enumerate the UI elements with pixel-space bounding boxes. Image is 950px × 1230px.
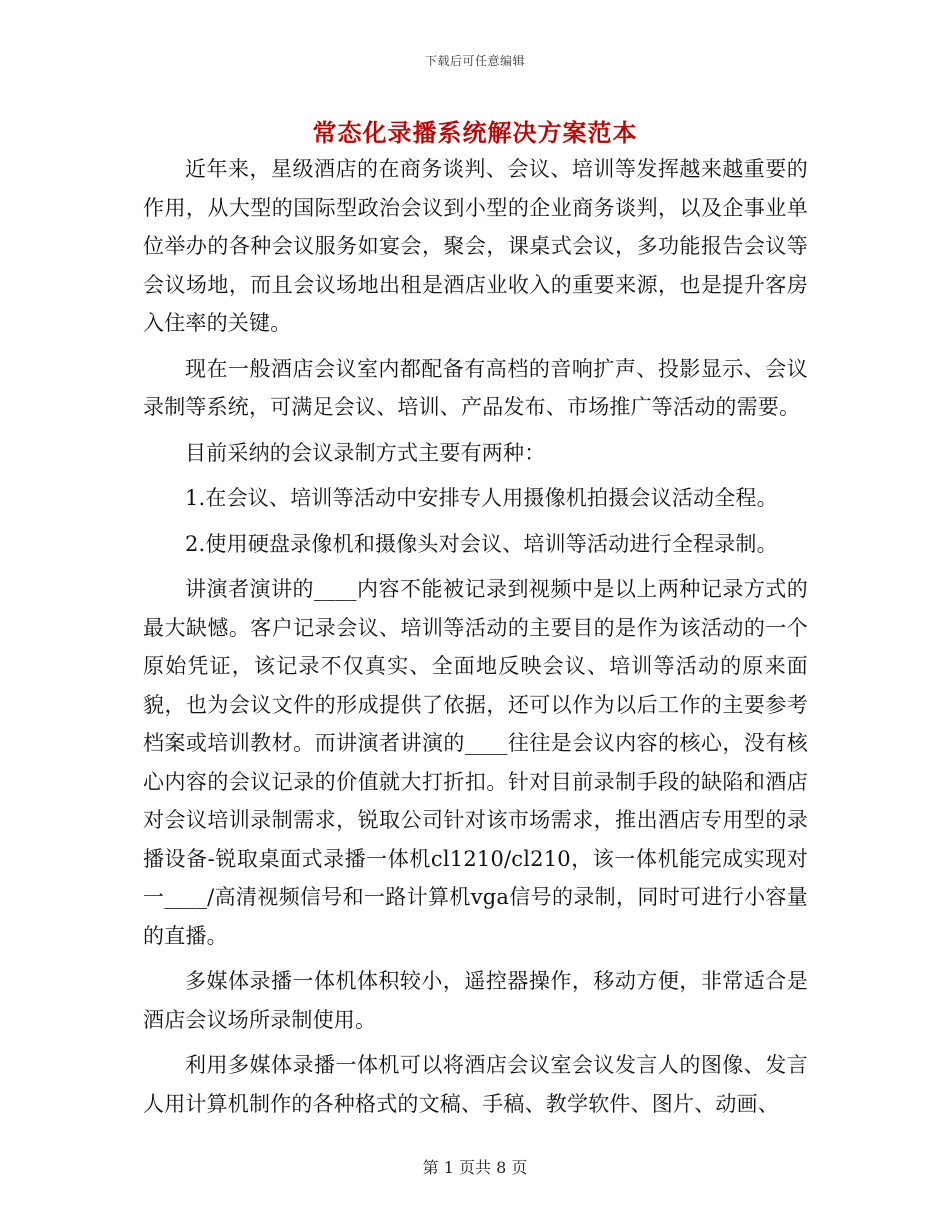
document-title: 常态化录播系统解决方案范本 (312, 118, 638, 147)
paragraph: 多媒体录播一体机体积较小，遥控器操作，移动方便，非常适合是酒店会议场所录制使用。 (143, 969, 808, 1032)
document-body (143, 150, 808, 1123)
page-header: 下载后可任意编辑 (424, 54, 525, 68)
page-footer: 第 1 页共 8 页 (422, 1158, 528, 1177)
paragraph: 近年来，星级酒店的在商务谈判、会议、培训等发挥越来越重要的作用，从大型的国际型政治会议到小型的企业商务谈判，以及企事业单位举办的各种会议服务如宴会，聚会，课桌式会议，多功能报告会议等会议场地，而且会议场地出租是酒店业收入的重要来源，也是提升客房入住率的关键。 (143, 157, 808, 335)
paragraph: 现在一般酒店会议室内都配备有高档的音响扩声、投影显示、会议录制等系统，可满足会议、培训、产品发布、市场推广等活动的需要。 (143, 356, 808, 419)
list-item: 1.在会议、培训等活动中安排专人用摄像机拍摄会议活动全程。 (185, 486, 778, 510)
paragraph: 目前采纳的会议录制方式主要有两种： (185, 440, 546, 465)
paragraph: 利用多媒体录播一体机可以将酒店会议室会议发言人的图像、发言人用计算机制作的各种格式的文稿、手稿、教学软件、图片、动画、 (143, 1053, 808, 1116)
paragraph: 讲演者演讲的____内容不能被记录到视频中是以上两种记录方式的最大缺憾。客户记录会议、培训等活动的主要目的是作为该活动的一个原始凭证，该记录不仅真实、全面地反映会议、培训等活动的原来面貌，也为会议文件的形成提供了依据，还可以作为以后工作的主要参考档案或培训教材。而讲演者讲演的____往往是会议内容的核心，没有核心内容的会议记录的价值就大打折扣。针对目前录制手段的缺陷和酒店对会议培训录制需求，锐取公司针对该市场需求，推出酒店专用型的录播设备-锐取桌面式录播一体机cl1210/cl210，该一体机能完成实现对一____/高清视频信号和一路计算机vga信号的录制，同时可进行小容量的直播。 (143, 577, 808, 948)
list-item: 2.使用硬盘录像机和摄像头对会议、培训等活动进行全程录制。 (185, 531, 778, 556)
